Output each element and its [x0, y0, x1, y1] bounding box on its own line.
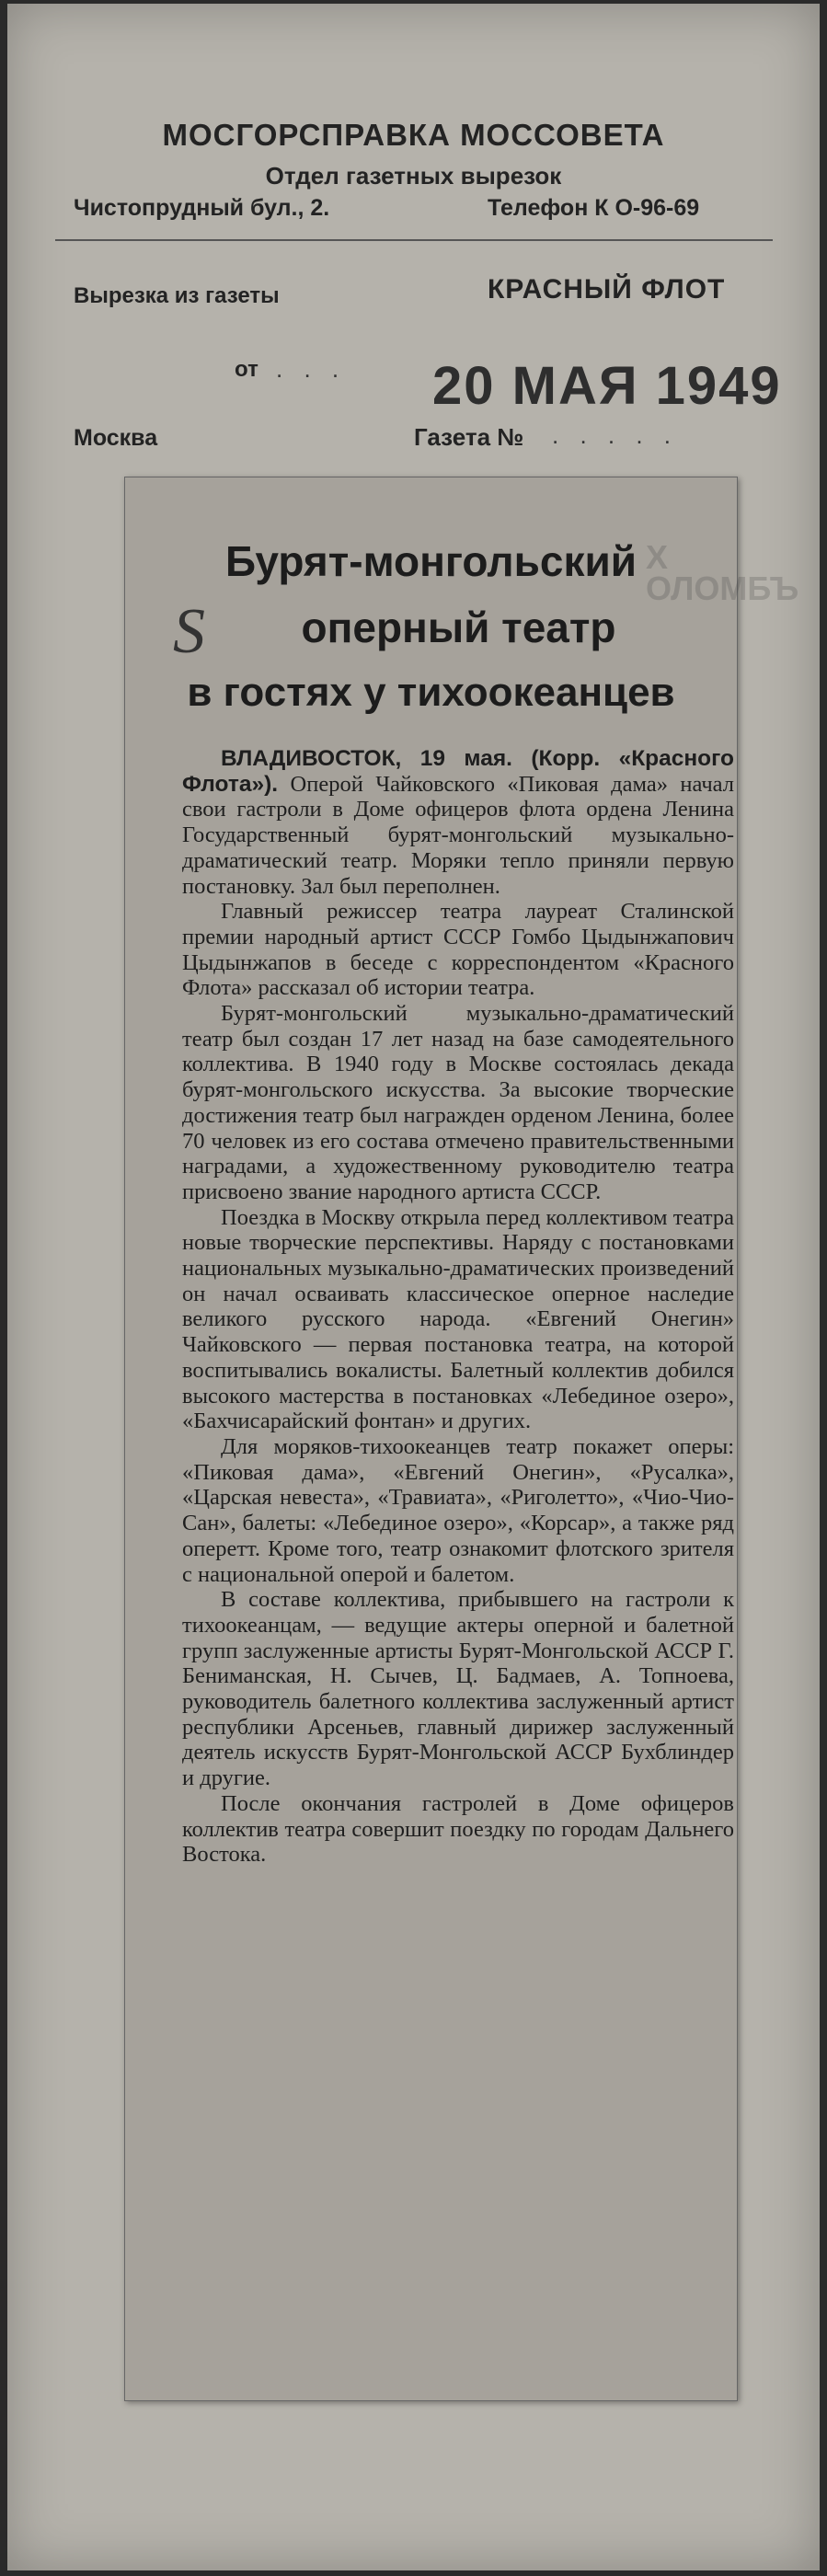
article-paragraph: Главный режиссер театра лауреат Сталинской премии народный артист СССР Гомбо Цыдынжапович Цыдынжапов в беседе с корреспондентом «Красного Флота» рассказал об истории театра. [182, 899, 734, 1001]
paragraph-text: Оперой Чайковского «Пиковая дама» начал свои гастроли в Доме офицеров флота ордена Ленина Государственный бурят-монгольский музыкально-драматический театр. Моряки тепло приняли первую постановку. Зал был переполнен. [182, 771, 734, 899]
article-body [182, 746, 734, 1868]
handwritten-mark: S [173, 596, 205, 667]
from-word: от [235, 357, 258, 382]
gazette-number-label: Газета № [414, 423, 524, 451]
phone: Телефон К О-96-69 [488, 195, 700, 221]
article-paragraph: Поездка в Москву открыла перед коллективом театра новые творческие перспективы. Наряду с постановками национальных музыкально-драматических произведений он начал осваивать классическое оперное наследие великого русского народа. «Евгений Онегин» Чайковского — первая постановка театра, на которой воспитывались вокалисты. Балетный коллектив добился высокого мастерства в постановках «Лебединое озеро», «Бахчисарайский фонтан» и других. [182, 1204, 734, 1434]
dept-name: Отдел газетных вырезок [265, 162, 562, 190]
org-name: МОСГОРСПРАВКА МОССОВЕТА [162, 118, 665, 152]
article-paragraph [182, 746, 734, 899]
bleed-through-text: Х ОЛОМБЪ [646, 538, 799, 607]
article-paragraph: В составе коллектива, прибывшего на гастроли к тихоокеанцам, — ведущие актеры оперной и балетной групп заслуженные артисты Бурят-Монгольской АССР Г. Бениманская, Н. Сычев, Ц. Бадмаев, А. Топноева, руководитель балетного коллектива заслуженный артист республики Арсеньев, главный дирижер заслуженный деятель искусств Бурят-Монгольской АССР Бухблиндер и другие. [182, 1587, 734, 1791]
article-paragraph: Бурят-монгольский музыкально-драматический театр был создан 17 лет назад на базе самодеятельного коллектива. В 1940 году в Москве состоялась декада бурят-монгольского искусства. За высокие творческие достижения театр был награжден орденом Ленина, более 70 человек из его состава отмечено правительственными наградами, а художественному руководителю театра присвоено звание народного артиста СССР. [182, 1001, 734, 1204]
header-divider [55, 239, 773, 241]
gazette-number-dots: . . . . . [552, 421, 679, 449]
from-label: Вырезка из газеты [74, 283, 280, 308]
article-title-line-1: Бурят-монгольский [224, 537, 637, 585]
article-title-line-2: оперный театр [301, 604, 616, 651]
dateline: ВЛАДИВОСТОК, 19 мая. (Корр. «Красного Флота»). [182, 746, 734, 797]
article-title-line-3: в гостях у тихоокеанцев [187, 670, 675, 715]
article-paragraph: После окончания гастролей в Доме офицеров коллектив театра совершит поездку по городам Дальнего Востока. [182, 1790, 734, 1868]
date-stamp: 20 МАЯ 1949 [432, 356, 782, 416]
date-dots: . . . [276, 355, 347, 383]
newspaper-name: КРАСНЫЙ ФЛОТ [488, 274, 726, 305]
newspaper-clipping [124, 477, 799, 2401]
article-paragraph: Для моряков-тихоокеанцев театр покажет оперы: «Пиковая дама», «Евгений Онегин», «Русалка», «Царская невеста», «Травиата», «Риголетто», «Чио-Чио-Сан», балеты: «Лебединое озеро», «Корсар», а также ряд оперетт. Кроме того, театр ознакомит флотского зрителя с национальной оперой и балетом. [182, 1433, 734, 1587]
address: Чистопрудный бул., 2. [74, 195, 330, 221]
city: Москва [74, 425, 158, 451]
